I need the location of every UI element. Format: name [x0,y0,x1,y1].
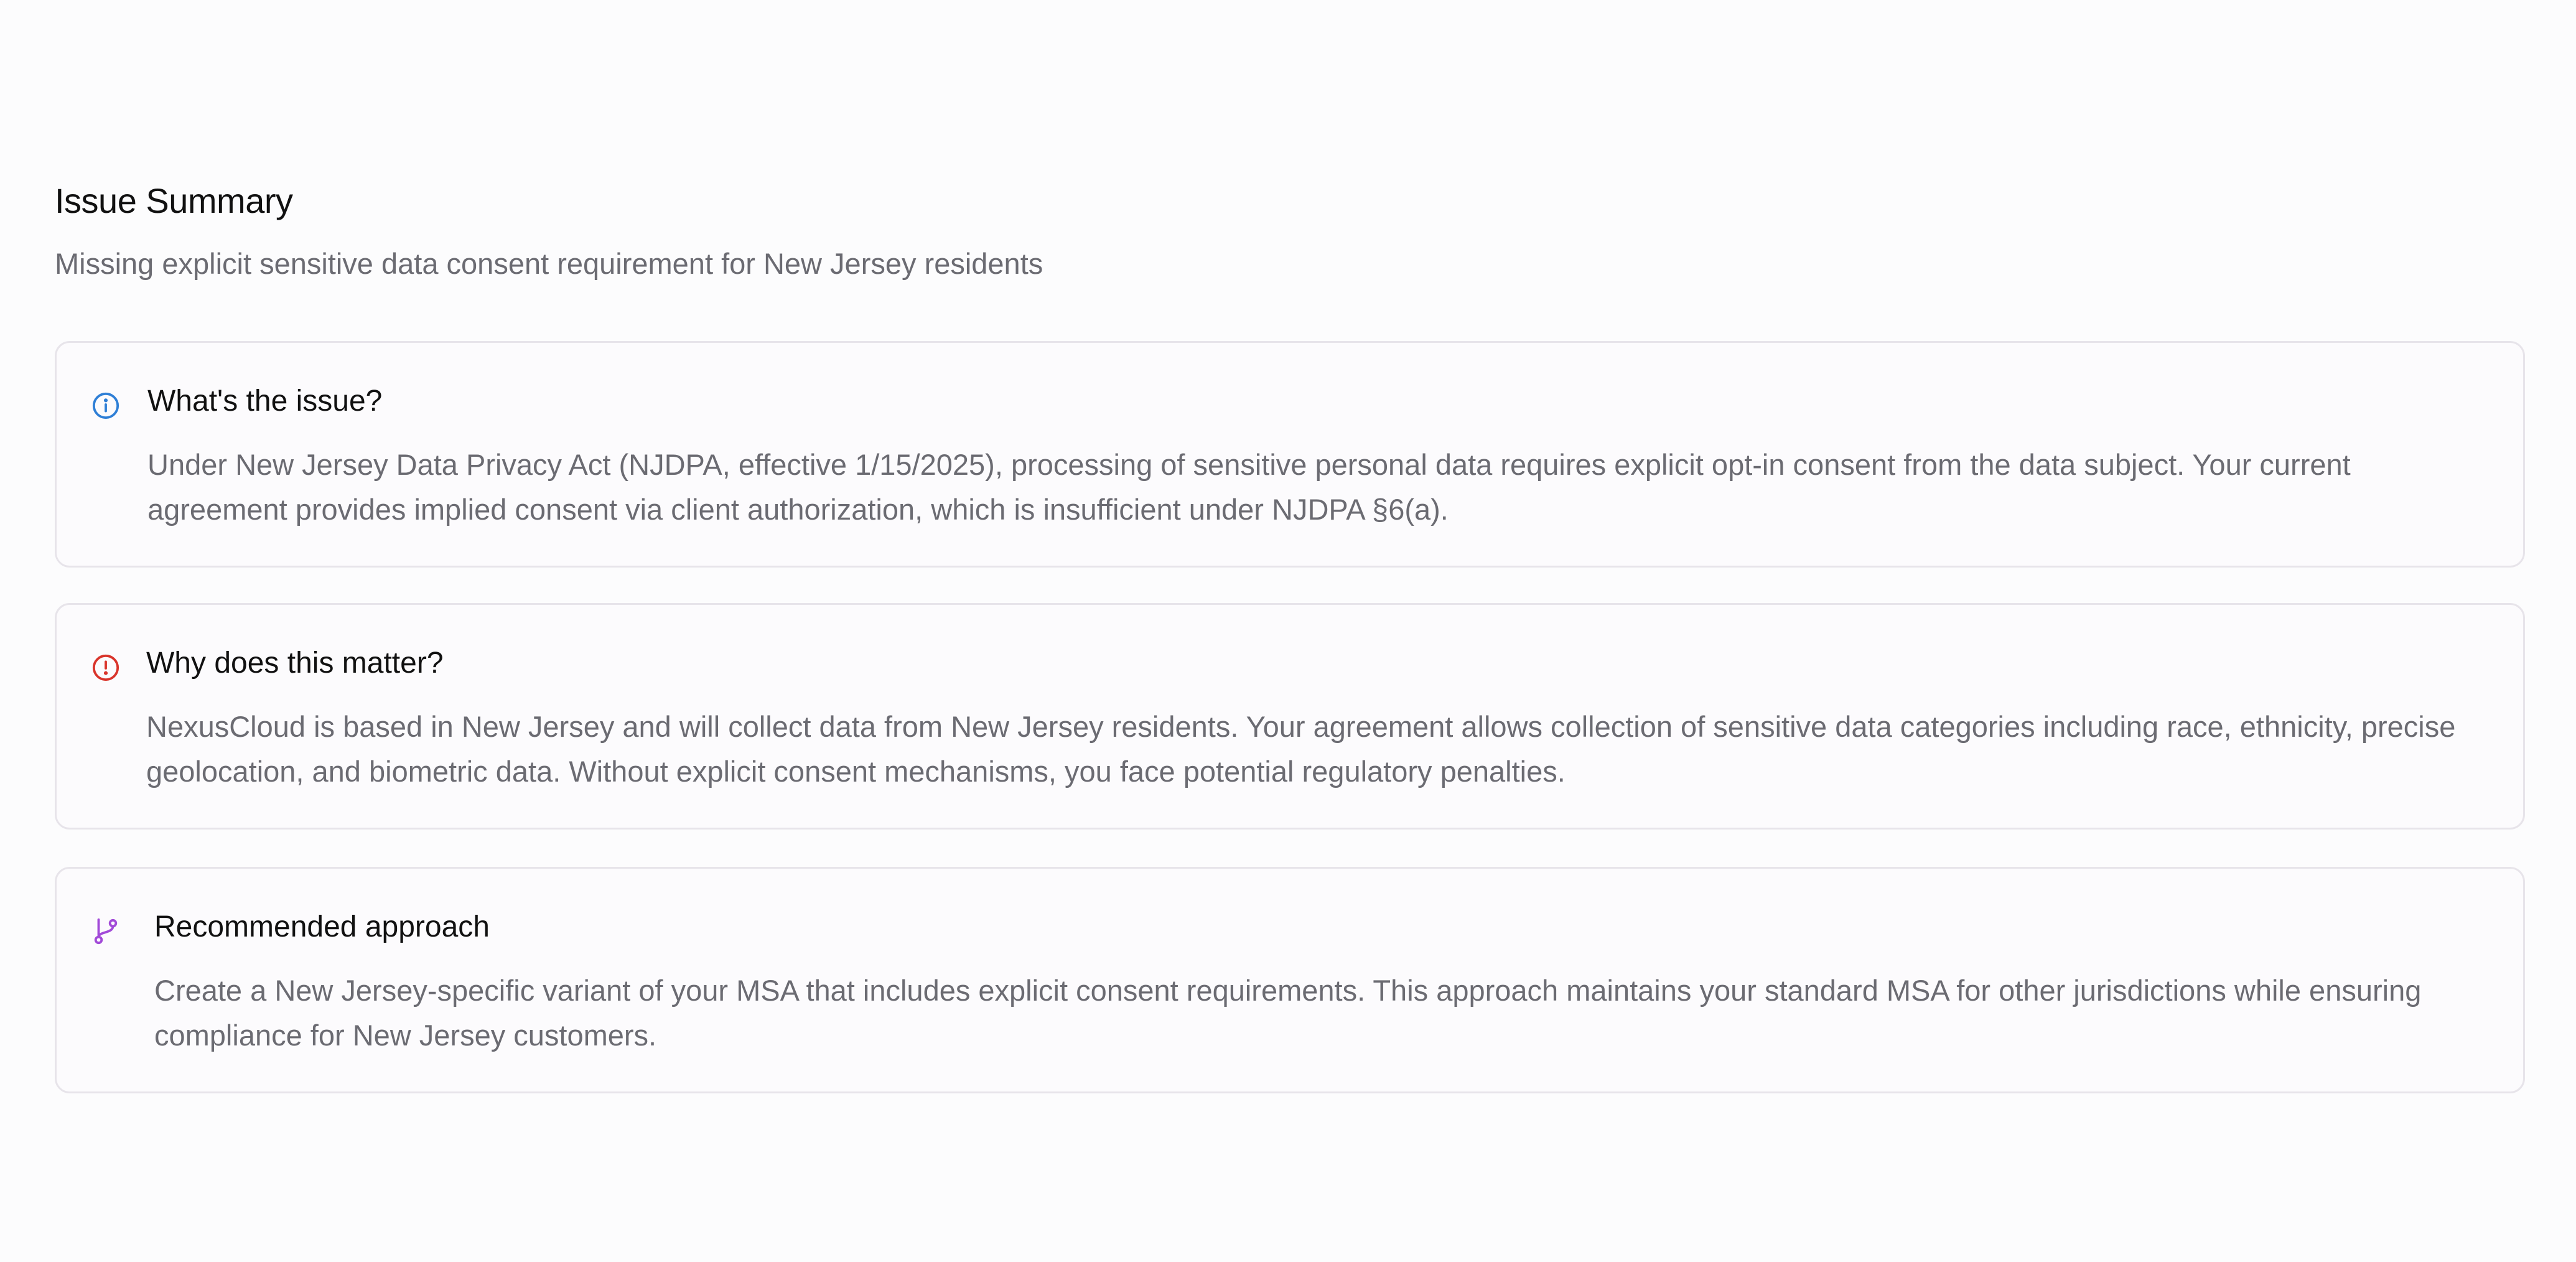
recommendation-card-title: Recommended approach [154,910,490,943]
impact-card-body: NexusCloud is based in New Jersey and will collect data from New Jersey residents. Your agreement allows collection of sensitive data categories including race, ethnicity, precise geolocation, and biometric data. Without explicit consent mechanisms, you face potential regulatory penalties. [146,710,2456,788]
page-title: Issue Summary [55,181,293,220]
issue-card-body: Under New Jersey Data Privacy Act (NJDPA, effective 1/15/2025), processing of sensitive personal data requires explicit opt-in consent from the data subject. Your current agreement provides implied consent via client authorization, which is insufficient under NJDPA §6(a). [147,448,2351,526]
issue-card [55,341,2525,568]
recommendation-card-body: Create a New Jersey-specific variant of your MSA that includes explicit consent requirements. This approach maintains your standard MSA for other jurisdictions while ensuring compliance for New Jersey customers. [154,974,2422,1052]
alert-circle-icon [91,653,120,682]
git-branch-icon [91,917,120,946]
page-subtitle: Missing explicit sensitive data consent requirement for New Jersey residents [55,247,1043,280]
impact-card [55,603,2525,830]
impact-card-title: Why does this matter? [146,647,444,680]
info-icon [91,391,120,420]
issue-card-title: What's the issue? [147,385,383,418]
recommendation-card [55,867,2525,1093]
